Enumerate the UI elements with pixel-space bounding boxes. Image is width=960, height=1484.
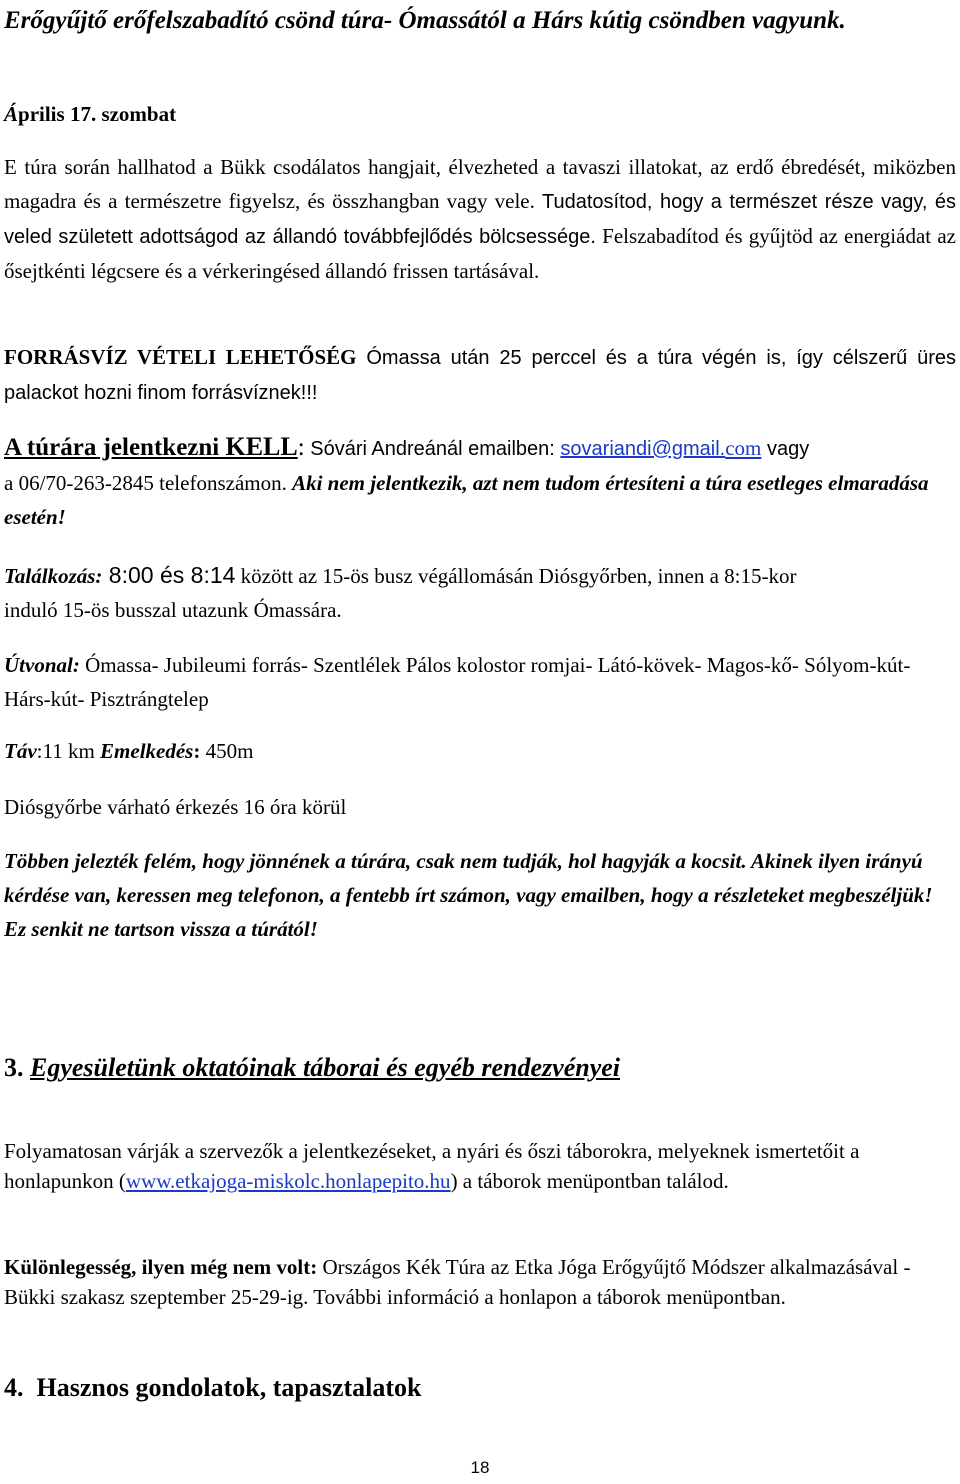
- elevation-value: 450m: [200, 739, 254, 763]
- meeting-text-2: induló 15-ös busszal utazunk Ómassára.: [4, 598, 342, 622]
- meeting-time: 8:00 és 8:14: [102, 562, 236, 588]
- intro-sentence-2: Tudatosítod, hogy a természet része vagy, és veled született adottságod az állandó továbbfejlődés bölcsessége.: [4, 191, 957, 248]
- registration-text: Sóvári Andreánál emailben:: [304, 438, 561, 460]
- section-4-heading: [4, 1370, 956, 1406]
- section-3-number: 3.: [4, 1053, 24, 1082]
- special-text-2: További információ a honlapon a táborok menüpontban.: [313, 1285, 786, 1309]
- camps-info: [4, 1136, 956, 1196]
- meeting-label: Találkozás:: [4, 564, 103, 588]
- elevation-colon: :: [193, 739, 201, 763]
- page-number-text: 18: [470, 1458, 490, 1477]
- registration-label: A túrára jelentkezni: [4, 434, 226, 461]
- tour-date-rest: prilis 17. szombat: [18, 102, 177, 126]
- tour-intro: [4, 150, 956, 288]
- water-label: FORRÁSVÍZ VÉTELI LEHETŐSÉG: [4, 345, 357, 369]
- distance-label: Táv: [4, 739, 37, 763]
- meeting-info: [4, 558, 956, 627]
- registration-email-link-end[interactable]: com: [725, 436, 762, 460]
- parking-note: [4, 844, 956, 946]
- section-3-title: Egyesületünk oktatóinak táborai és egyéb rendezvényei: [30, 1053, 621, 1082]
- meeting-text-1: között az 15-ös busz végállomásán Diósgyőrben, innen a 8:15-kor: [235, 564, 797, 588]
- camps-text-2: ) a táborok menüpontban találod.: [450, 1169, 729, 1193]
- registration-info: [4, 430, 956, 534]
- route-label: Útvonal:: [4, 653, 80, 677]
- registration-email-link[interactable]: sovariandi@gmail.: [560, 438, 726, 460]
- registration-warning: Aki nem jelentkezik, azt nem tudom értesíteni a túra esetleges elmaradása esetén!: [4, 471, 929, 529]
- route-text: Ómassa- Jubileumi forrás- Szentlélek Pálos kolostor romjai- Látó-kövek- Magos-kő- Sólyom-kút- Hárs-kút- Pisztrángtelep: [4, 653, 911, 711]
- water-text-2: célszerű üres palackot hozni finom forrásvíznek!!!: [4, 347, 956, 404]
- page-number: [0, 1457, 960, 1479]
- registration-colon: :: [297, 434, 305, 461]
- section-4-title: Hasznos gondolatok, tapasztalatok: [36, 1373, 422, 1402]
- section-3-heading: [4, 1050, 956, 1086]
- tour-title: [4, 4, 956, 38]
- special-text-1: Országos Kék Túra az Etka Jóga Erőgyűjtő Módszer alkalmazásával - Bükki szakasz szeptember 25-29-ig.: [4, 1255, 911, 1309]
- water-text-1: Ómassa után 25 perccel és a túra végén is, így: [356, 347, 833, 369]
- tour-title-text: Erőgyűjtő erőfelszabadító csönd túra- Ómassától a Hárs kútig csöndben vagyunk.: [4, 7, 846, 34]
- camps-text-1: Folyamatosan várják a szervezők a jelentkezéseket, a nyári és őszi táborokra, melyeknek ismertetőit a honlapunkon (: [4, 1139, 860, 1193]
- elevation-label: Emelkedés: [100, 739, 194, 763]
- distance-value: :11 km: [36, 739, 101, 763]
- special-label: Különlegesség, ilyen még nem volt:: [4, 1255, 318, 1279]
- intro-sentence-3: Felszabadítod és gyűjtöd az energiádat az ősejtkénti légcsere és a vérkeringésed állandó frissen tartásával.: [4, 224, 957, 283]
- distance-info: [4, 734, 956, 768]
- intro-sentence-1: E túra során hallhatod a Bükk csodálatos hangjait, élvezheted a tavaszi illatokat, az erdő ébredését, miközben magadra és a természetre figyelsz, és összhangban vagy vele.: [4, 155, 956, 213]
- tour-date: [4, 100, 956, 128]
- water-info: [4, 340, 956, 410]
- parking-note-text: Többen jelezték felém, hogy jönnének a túrára, csak nem tudják, hol hagyják a kocsit. Akinek ilyen irányú kérdése van, keressen meg telefonon, a fentebb írt számon, vagy emailben, hogy a részleteket megbeszéljük! Ez senkit ne tartson vissza a túrától!: [4, 849, 933, 941]
- tour-date-initial: Á: [4, 102, 19, 126]
- arrival-info: [4, 790, 956, 824]
- registration-or: vagy: [761, 438, 810, 460]
- special-info: [4, 1252, 956, 1312]
- arrival-text: Diósgyőrbe várható érkezés 16 óra körül: [4, 795, 347, 819]
- route-info: [4, 648, 956, 716]
- section-4-number: 4.: [4, 1373, 24, 1402]
- registration-phone: a 06/70-263-2845 telefonszámon.: [4, 471, 293, 495]
- registration-kell: KELL: [225, 432, 298, 461]
- website-link[interactable]: www.etkajoga-miskolc.honlapepito.hu: [125, 1169, 451, 1193]
